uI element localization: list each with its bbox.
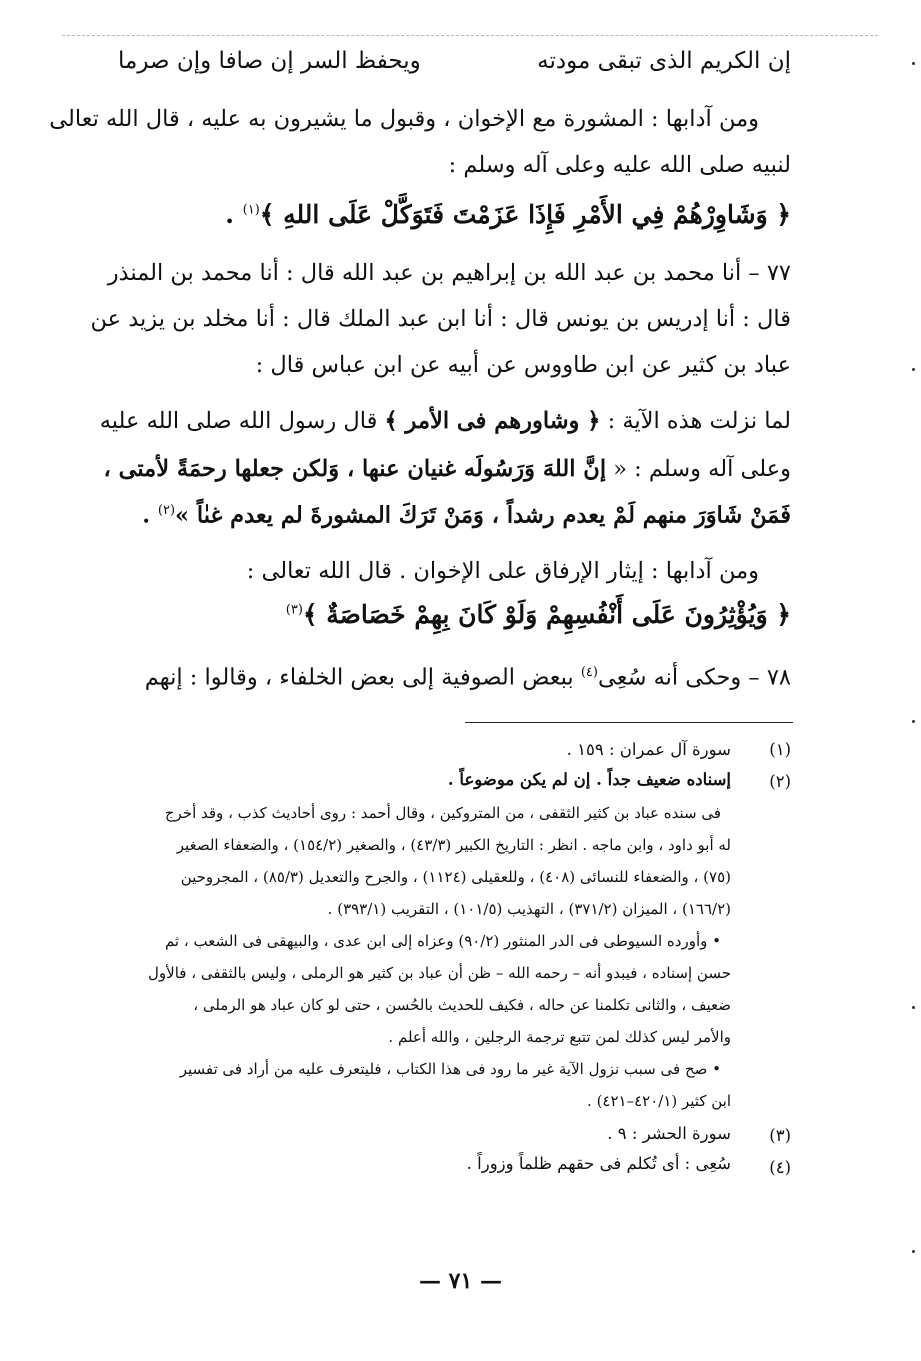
footnote-line: له أبو داود ، وابن ماجه . انظر : التاريخ الكبير (٤٣/٣) ، والصغير (١٥٤/٢) ، والضعفاء الصغير (176, 836, 731, 854)
text-run: ٧٨ – وحكى أنه سُعِى (597, 664, 791, 691)
quran-verse-text: ﴿ وَيُؤْثِرُونَ عَلَى أَنْفُسِهِمْ وَلَوْ كَانَ بِهِمْ خَصَاصَةٌ ﴾ (302, 600, 791, 629)
text-run: . (142, 502, 158, 529)
footnote-line: ابن كثير (٤٢٠/١–٤٢١) . (587, 1092, 731, 1110)
text-run: وعلى آله وسلم : « (606, 456, 791, 482)
hadith-text: فَمَنْ شَاوَرَ منهم لَمْ يعدم رشداً ، وَمَنْ تَرَكَ المشورةَ لم يعدم غىٰاً » (175, 502, 791, 529)
text-run: ببعض الصوفية إلى بعض الخلفاء ، وقالوا : إنهم (144, 664, 581, 691)
page-number: — ٧١ — (419, 1268, 502, 1294)
quran-verse (225, 200, 791, 229)
scan-speck (912, 62, 915, 65)
top-rule (62, 35, 878, 36)
footnote-text: سورة الحشر : ٩ . (607, 1124, 731, 1143)
text-run: لما نزلت هذه الآية : (600, 408, 791, 434)
footnote-line: فى سنده عباد بن كثير الثقفى ، من المتروكين ، وقال أحمد : روى أحاديث كذب ، وقد أخرج (164, 804, 721, 822)
paragraph-line: لنبيه صلى الله عليه وعلى آله وسلم : (448, 152, 791, 178)
footnote-line: (٧٥) ، والضعفاء للنسائى (٤٠٨) ، وللعقيلى (١١٢٤) ، والجرح والتعديل (٨٥/٣) ، المجروحين (180, 868, 731, 886)
quran-verse-end: . (225, 200, 243, 229)
text-run: قال رسول الله صلى الله عليه (99, 408, 385, 434)
footnote-ref: (١) (242, 202, 260, 218)
footnote-line: (١٦٦/٢) ، الميزان (٣٧١/٢) ، التهذيب (١٠١/٥) ، التقريب (٣٩٣/١) . (327, 900, 731, 918)
footnote-number: (١) (769, 740, 791, 759)
hadith-text: إنَّ اللهَ وَرَسُولَه غنيان عنها ، وَلكن جعلها رحمَةً لأمتى ، (103, 456, 607, 482)
footnote-ref: (٢) (157, 503, 176, 518)
footnote-rule (465, 722, 793, 723)
footnote-line: • صح فى سبب نزول الآية غير ما رود فى هذا الكتاب ، فليتعرف عليه من أراد فى تفسير (179, 1060, 721, 1078)
footnote-line: والأمر ليس كذلك لمن تتبع ترجمة الرجلين ، والله أعلم . (388, 1028, 731, 1046)
scan-speck (912, 1006, 915, 1009)
verse-hemistich-right: إن الكريم الذى تبقى مودته (537, 48, 791, 74)
paragraph-line: ٧٧ – أنا محمد بن عبد الله بن إبراهيم بن عبد الله قال : أنا محمد بن المنذر (107, 260, 791, 286)
footnote-number: (٢) (769, 772, 791, 791)
paragraph-line (145, 666, 791, 689)
footnote-line: • وأورده السيوطى فى الدر المنثور (٩٠/٢) وعزاه إلى ابن عدى ، والبيهقى فى الشعب ، ثم (164, 932, 721, 950)
paragraph-line: ومن آدابها : إيثار الإرفاق على الإخوان . قال الله تعالى : (246, 558, 759, 584)
footnote-number: (٤) (769, 1158, 791, 1177)
paragraph-line: عباد بن كثير عن ابن طاووس عن أبيه عن ابن عباس قال : (255, 352, 791, 378)
footnote-text: إسناده ضعيف جداً . إن لم يكن موضوعاً . (447, 770, 731, 789)
footnote-ref: (٣) (285, 602, 303, 618)
quran-quote: ﴿ وشاورهم فى الأمر ﴾ (384, 408, 601, 434)
footnote-line: حسن إسناده ، فيبدو أنه – رحمه الله – ظن أن عباد بن كثير هو الرملى ، وليس بالثقفى ، فالأول (148, 964, 731, 982)
quran-verse (286, 600, 791, 629)
footnote-line: ضعيف ، والثانى تكلمنا عن حاله ، فكيف للحديث بالحُسن ، حتى لو كان عباد هو الرملى ، (193, 996, 731, 1014)
footnote-number: (٣) (769, 1126, 791, 1145)
paragraph-line (142, 504, 791, 527)
scan-speck (912, 368, 915, 371)
scan-speck (912, 1250, 915, 1253)
paragraph-line: ومن آدابها : المشورة مع الإخوان ، وقبول ما يشيرون به عليه ، قال الله تعالى (49, 106, 759, 132)
paragraph-line: قال : أنا إدريس بن يونس قال : أنا ابن عبد الملك قال : أنا مخلد بن يزيد عن (90, 306, 791, 332)
verse-hemistich-left: ويحفظ السر إن صافا وإن صرما (118, 48, 421, 74)
paragraph-line (104, 458, 791, 481)
quran-verse-text: ﴿ وَشَاوِرْهُمْ فِي الأَمْرِ فَإِذَا عَزَمْتَ فَتَوَكَّلْ عَلَى اللهِ ﴾ (259, 200, 791, 229)
footnote-ref: (٤) (580, 665, 598, 680)
scan-speck (912, 720, 915, 723)
footnote-text: سُعِى : أى تُكلم فى حقهم ظلماً وزوراً . (466, 1154, 731, 1173)
paragraph-line (100, 410, 791, 433)
footnote-text: سورة آل عمران : ١٥٩ . (566, 740, 731, 759)
